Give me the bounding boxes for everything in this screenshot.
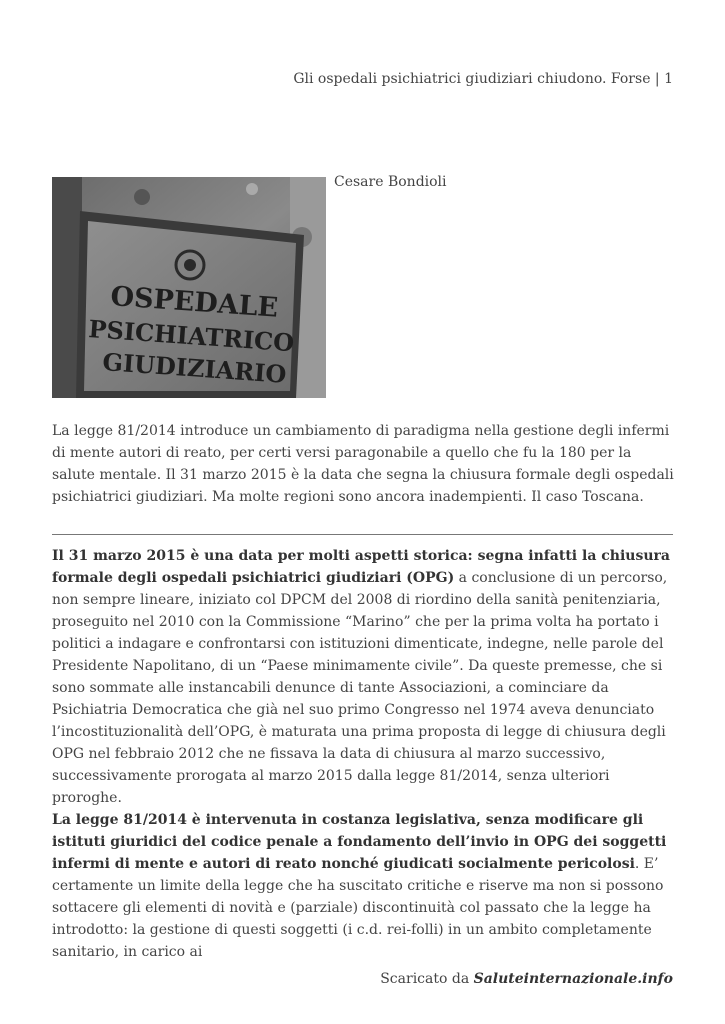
footer-site-link[interactable]: Saluteinternazionale.info xyxy=(473,971,673,987)
running-header: Gli ospedali psichiatrici giudiziari chiudono. Forse | 1 xyxy=(293,71,673,87)
paragraph-2 xyxy=(52,809,677,963)
author-name: Cesare Bondioli xyxy=(334,174,447,190)
paragraph-1 xyxy=(52,545,677,809)
opg-sign-photo xyxy=(52,177,326,398)
sign-line-2: PSICHIATRICO xyxy=(87,314,296,358)
paragraph-1-text: a conclusione di un percorso, non sempre lineare, iniziato col DPCM del 2008 di riordino della sanità penitenziaria, proseguito nel 2010 con la Commissione “Marino” che per la prima volta ha portato i politici a indagare e confrontarsi con istituzioni dimenticate, indegne, nelle parole del Presidente Napolitano, di un “Paese minimamente civile”. Da queste premesse, che si sono sommate alle instancabili denunce di tante Associazioni, a cominciare da Psichiatria Democratica che già nel suo primo Congresso nel 1974 aveva denunciato l’incostituzionalità dell’OPG, è maturata una prima proposta di legge di chiusura degli OPG nel febbraio 2012 che ne fissava la data di chiusura al marzo successivo, successivamente prorogata al marzo 2015 dalla legge 81/2014, senza ulteriori proroghe. xyxy=(52,570,668,806)
paragraph-2-lead: La legge 81/2014 è intervenuta in costanza legislativa, senza modificare gli istituti giuridici del codice penale a fondamento dell’invio in OPG dei soggetti infermi di mente e autori di reato nonché giudicati socialmente pericolosi xyxy=(52,812,667,872)
paragraph-2-text: . E’ certamente un limite della legge che ha suscitato critiche e riserve ma non si possono sottacere gli elementi di novità e (parziale) discontinuità col passato che la legge ha introdotto: la gestione di questi soggetti (i c.d. rei-folli) in un ambito completamente sanitario, in carico ai xyxy=(52,856,664,960)
sign-line-3: GIUDIZIARIO xyxy=(101,347,288,389)
article-body xyxy=(52,545,677,963)
footer-prefix: Scaricato da xyxy=(380,971,474,987)
divider xyxy=(52,534,673,535)
article-abstract: La legge 81/2014 introduce un cambiamento di paradigma nella gestione degli infermi di mente autori di reato, per certi versi paragonabile a quello che fu la 180 per la salute mentale. Il 31 marzo 2015 è la data che segna la chiusura formale degli ospedali psichiatrici giudiziari. Ma molte regioni sono ancora inadempienti. Il caso Toscana. xyxy=(52,423,674,505)
download-footer xyxy=(380,971,673,987)
paragraph-1-lead: Il 31 marzo 2015 è una data per molti aspetti storica: segna infatti la chiusura formale degli ospedali psichiatrici giudiziari (OPG) xyxy=(52,548,670,586)
sign-line-1: OSPEDALE xyxy=(109,281,280,324)
